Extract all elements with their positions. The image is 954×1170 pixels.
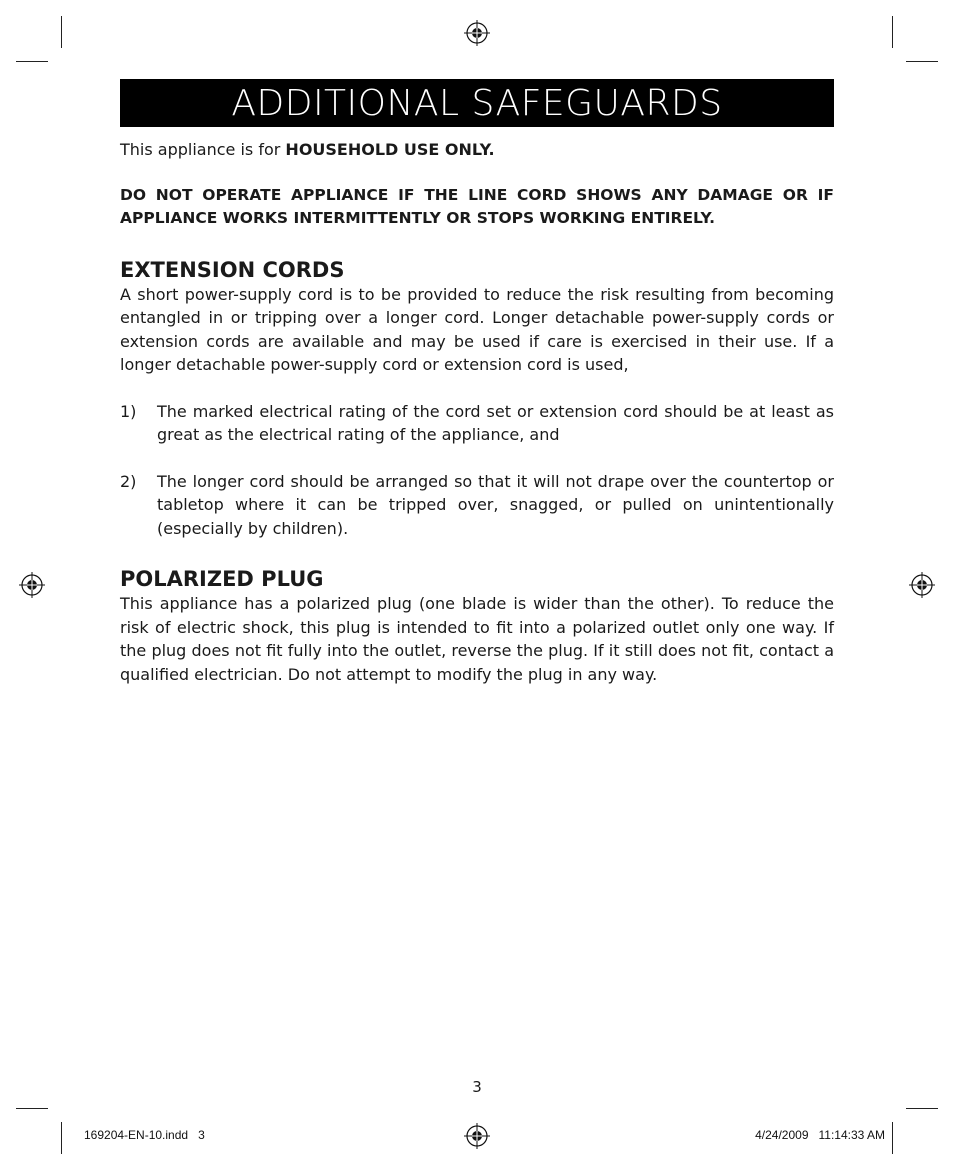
intro-bold-text: HOUSEHOLD USE ONLY. xyxy=(285,140,495,159)
page-content xyxy=(120,79,834,686)
page-title: ADDITIONAL SAFEGUARDS xyxy=(120,79,834,127)
registration-mark-icon xyxy=(464,1123,490,1149)
crop-mark-top-left-horizontal xyxy=(16,61,48,62)
registration-mark-icon xyxy=(464,20,490,46)
list-item-text: The longer cord should be arranged so that it will not drape over the countertop or tabletop where it can be tripped over, snagged, or pulled on unintentionally (especially by children). xyxy=(157,471,834,538)
crop-mark-top-right-vertical xyxy=(892,16,893,48)
list-item-number: 1) xyxy=(120,401,137,421)
intro-paragraph xyxy=(120,138,834,162)
extension-cords-body: A short power-supply cord is to be provided to reduce the risk resulting from becoming entangled in or tripping over a longer cord. Longer detachable power-supply cords or extension cords are available and may be used if care is exercised in their use. If a longer detachable power-supply cord or extension cord is used, xyxy=(120,284,834,374)
registration-mark-icon xyxy=(19,572,45,598)
warning-paragraph: DO NOT OPERATE APPLIANCE IF THE LINE CORD SHOWS ANY DAMAGE OR IF APPLIANCE WORKS INTERMITTENTLY OR STOPS WORKING ENTIRELY. xyxy=(120,185,834,227)
crop-mark-bottom-left-vertical xyxy=(61,1122,62,1154)
polarized-plug-heading: POLARIZED PLUG xyxy=(120,567,324,591)
extension-cords-heading: EXTENSION CORDS xyxy=(120,257,345,282)
crop-mark-bottom-left-horizontal xyxy=(16,1108,48,1109)
list-item-number: 2) xyxy=(120,471,137,491)
list-item-text: The marked electrical rating of the cord set or extension cord should be at least as great as the electrical rating of the appliance, and xyxy=(157,401,834,444)
polarized-plug-body: This appliance has a polarized plug (one blade is wider than the other). To reduce the risk of electric shock, this plug is intended to fit into a polarized outlet only one way. If the plug does not fit fully into the outlet, reverse the plug. If it still does not fit, contact a qualified electrician. Do not attempt to modify the plug in any way. xyxy=(120,594,834,684)
footer-file-name: 169204-EN-10.indd 3 xyxy=(84,1128,205,1142)
list-item xyxy=(120,400,834,447)
crop-mark-bottom-right-vertical xyxy=(892,1122,893,1154)
page-number: 3 xyxy=(472,1078,482,1096)
crop-mark-bottom-right-horizontal xyxy=(906,1108,938,1109)
crop-mark-top-left-vertical xyxy=(61,16,62,48)
footer-timestamp: 4/24/2009 11:14:33 AM xyxy=(755,1128,885,1142)
intro-text: This appliance is for xyxy=(120,140,286,159)
list-item xyxy=(120,470,834,541)
crop-mark-top-right-horizontal xyxy=(906,61,938,62)
registration-mark-icon xyxy=(909,572,935,598)
